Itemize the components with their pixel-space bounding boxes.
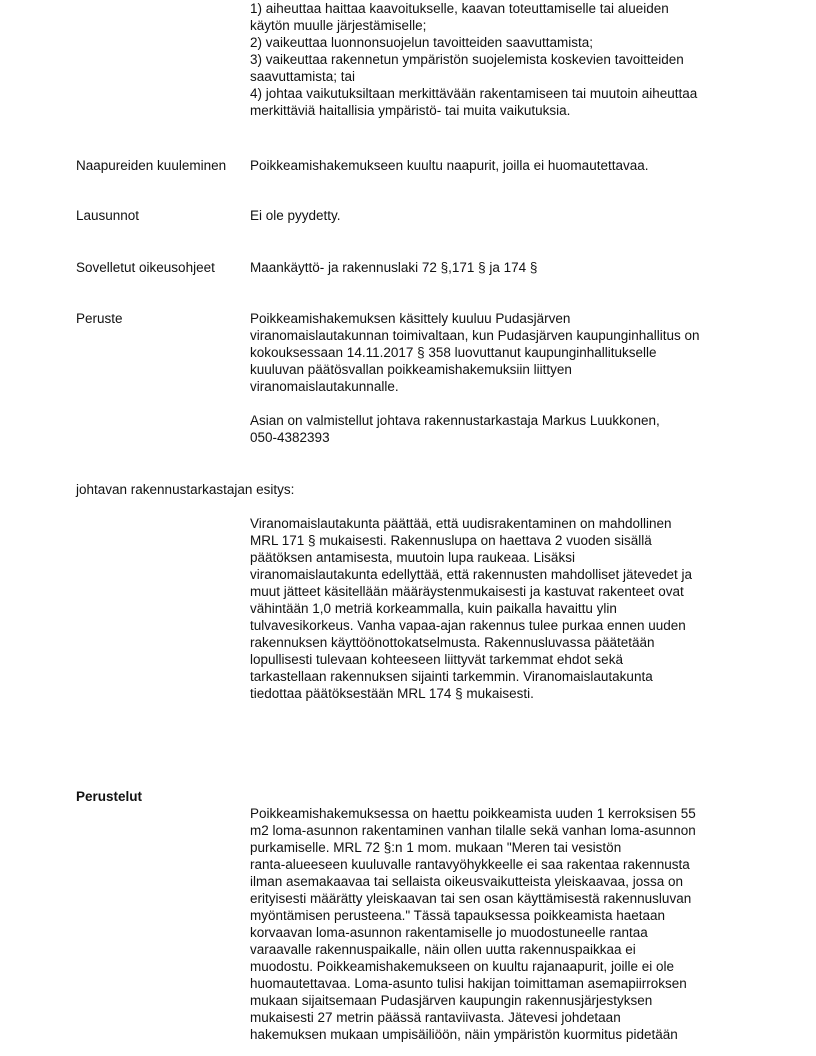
conditions-line: 2) vaikeuttaa luonnonsuojelun tavoitteiden saavuttamista; (250, 35, 593, 50)
reasons-line: mukaan sijaitsemaan Pudasjärven kaupungin rakennusjärjestyksen (250, 993, 653, 1008)
reasons-text (250, 805, 750, 1043)
proposal-line: päätöksen antamisesta, muutoin lupa raukeaa. Lisäksi (250, 550, 575, 565)
reasons-line: ranta-alueeseen kuuluvalle rantavyöhykkeelle ei saa rakentaa rakennusta (250, 857, 690, 872)
basis-line: kokouksessaan 14.11.2017 § 358 luovuttanut kaupunginhallitukselle (250, 345, 657, 360)
statements-label: Lausunnot (76, 208, 140, 223)
proposal-heading: johtavan rakennustarkastajan esitys: (76, 482, 295, 497)
reasons-line: purkamiselle. MRL 72 §:n 1 mom. mukaan "Meren tai vesistön (250, 840, 622, 855)
reasons-line: korvaavan loma-asunnon rakentamiselle jo muodostuneelle rantaa (250, 925, 648, 940)
applied-law-text: Maankäyttö- ja rakennuslaki 72 §,171 § ja 174 § (250, 260, 538, 275)
reasons-line: myöntämisen perusteena." Tässä tapauksessa poikkeamista haetaan (250, 908, 666, 923)
proposal-line: MRL 171 § mukaisesti. Rakennuslupa on haettava 2 vuoden sisällä (250, 533, 652, 548)
proposal-text (250, 515, 750, 702)
reasons-heading: Perustelut (76, 789, 143, 804)
conditions-line: käytön muulle järjestämiselle; (250, 18, 427, 33)
neighbors-text: Poikkeamishakemukseen kuultu naapurit, joilla ei huomautettavaa. (250, 158, 649, 173)
proposal-line: tarkastellaan rakennuksen sijainti tarkemmin. Viranomaislautakunta (250, 669, 653, 684)
basis-line: Poikkeamishakemuksen käsittely kuuluu Pudasjärven (250, 311, 571, 326)
reasons-line: huomautettavaa. Loma-asunto tulisi hakijan toimittaman asemapiirroksen (250, 976, 687, 991)
reasons-line: hakemuksen mukaan umpisäiliöön, näin ympäristön kuormitus pidetään (250, 1027, 678, 1042)
applied-law-label: Sovelletut oikeusohjeet (76, 260, 215, 275)
reasons-line: mukaisesti 27 metrin päässä rantaviivasta. Jätevesi johdetaan (250, 1010, 621, 1025)
reasons-line: m2 loma-asunnon rakentaminen vanhan tilalle sekä vanhan loma-asunnon (250, 823, 696, 838)
basis-text (250, 310, 750, 395)
preparer-line: Asian on valmistellut johtava rakennustarkastaja Markus Luukkonen, (250, 413, 660, 428)
preparer-note (250, 412, 750, 446)
proposal-line: lopullisesti tulevaan kohteeseen liittyvät tarkemmat ehdot sekä (250, 652, 623, 667)
proposal-line: Viranomaislautakunta päättää, että uudisrakentaminen on mahdollinen (250, 516, 672, 531)
reasons-line: muodostu. Poikkeamishakemukseen on kuultu rajanaapurit, joille ei ole (250, 959, 674, 974)
statements-text: Ei ole pyydetty. (250, 208, 341, 223)
conditions-line: merkittäviä haitallisia ympäristö- tai muita vaikutuksia. (250, 103, 571, 118)
basis-label: Peruste (76, 311, 123, 326)
proposal-line: rakennuksen käyttöönottokatselmusta. Rakennusluvassa päätetään (250, 635, 655, 650)
conditions-line: 4) johtaa vaikutuksiltaan merkittävään rakentamiseen tai muutoin aiheuttaa (250, 86, 698, 101)
proposal-line: tulvavesikorkeus. Vanha vapaa-ajan rakennus tulee purkaa ennen uuden (250, 618, 686, 633)
conditions-line: 1) aiheuttaa haittaa kaavoitukselle, kaavan toteuttamiselle tai alueiden (250, 1, 669, 16)
proposal-line: muut jätteet käsitellään määräystenmukaisesti ja kastuvat rakenteet ovat (250, 584, 684, 599)
conditions-line: saavuttamista; tai (250, 69, 356, 84)
basis-line: viranomaislautakunnan toimivaltaan, kun Pudasjärven kaupunginhallitus on (250, 328, 700, 343)
proposal-line: vähintään 1,0 metriä korkeammalla, kuin paikalla havaittu ylin (250, 601, 617, 616)
reasons-line: ilman asemakaavaa tai sellaista oikeusvaikutteista yleiskaavaa, jossa on (250, 874, 683, 889)
reasons-line: erityisesti määrätty yleiskaavan tai sen osan käyttämisestä rakennusluvan (250, 891, 692, 906)
conditions-line: 3) vaikeuttaa rakennetun ympäristön suojelemista koskevien tavoitteiden (250, 52, 684, 67)
neighbors-label: Naapureiden kuuleminen (76, 158, 227, 173)
reasons-line: Poikkeamishakemuksessa on haettu poikkeamista uuden 1 kerroksisen 55 (250, 806, 696, 821)
preparer-line: 050-4382393 (250, 430, 330, 445)
basis-line: kuuluvan päätösvallan poikkeamishakemuksiin liittyen (250, 362, 572, 377)
basis-line: viranomaislautakunnalle. (250, 379, 399, 394)
reasons-line: varaavalle rakennuspaikalle, näin ollen uutta rakennuspaikkaa ei (250, 942, 636, 957)
proposal-line: viranomaislautakunta edellyttää, että rakennusten mahdolliset jätevedet ja (250, 567, 693, 582)
proposal-line: tiedottaa päätöksestään MRL 174 § mukaisesti. (250, 686, 534, 701)
conditions-list (250, 0, 750, 119)
